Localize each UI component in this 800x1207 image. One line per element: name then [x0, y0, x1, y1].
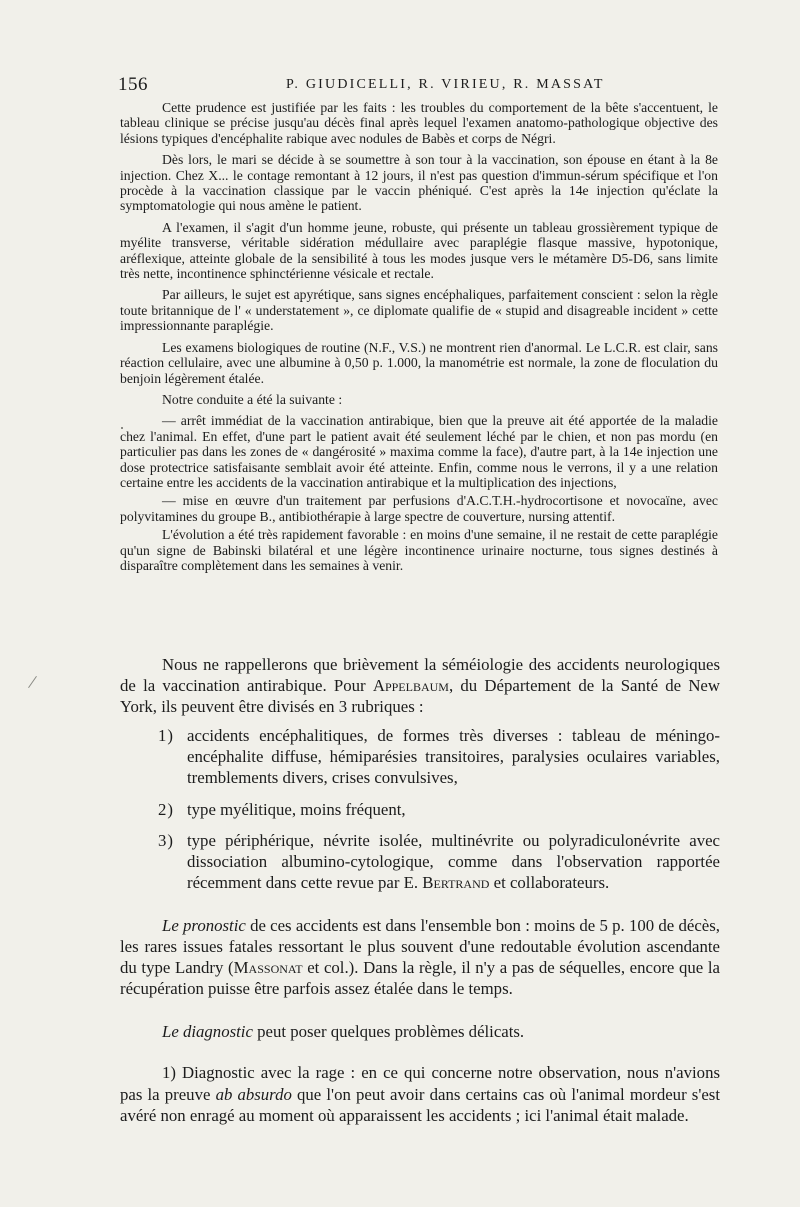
list-item: 1) accidents encéphalitiques, de formes très diverses : tableau de méningo-encéphalite diffuse, hémiparésies transitoires, paralysies oculaires variables, tremblements divers, crises convulsives, — [158, 726, 720, 788]
paragraph: Notre conduite a été la suivante : — [162, 391, 343, 407]
author-name: Appelbaum — [372, 676, 449, 696]
list-item: 2) type myélitique, moins fréquent, — [158, 799, 406, 819]
scan-speck — [121, 427, 123, 429]
paragraph: Les examens biologiques de routine (N.F., V.S.) ne montrent rien d'anormal. Le L.C.R. est clair, sans réaction cellulaire, avec une albumine à 0,50 p. 1.000, la manométrie est normale, la zone de floculation du benjoin légèrement étalée. — [120, 339, 718, 386]
paragraph: — mise en œuvre d'un traitement par perfusions d'A.C.T.H.-hydrocortisone et novocaïne, avec polyvitamines du groupe B., antibiothérapie à large spectre de couverture, nursing attentif. — [120, 493, 718, 524]
paragraph: A l'examen, il s'agit d'un homme jeune, robuste, qui présente un tableau grossièrement typique de myélite transverse, véritable sidération médullaire avec paraplégie flasque massive, hypotonique, aréflexique, atteinte globale de la sensibilité à tous les modes jusque vers le métamère D5-D6, sans limite très nette, incontinence sphinctérienne vésicale et rectale. — [120, 219, 718, 282]
paragraph: Dès lors, le mari se décide à se soumettre à son tour à la vaccination, son épouse en étant à la 8e injection. Chez X... le contage remontant à 12 jours, il n'est pas question d'immun-sérum spécifique et l'on procède à la vaccination classique par le vaccin phéniqué. C'est après la 14e injection qu'éclate la symptomatologie qui nous amène le patient. — [120, 152, 718, 214]
scan-speck — [28, 676, 37, 688]
paragraph: L'évolution a été très rapidement favorable : en moins d'une semaine, il ne restait de cette paraplégie qu'un signe de Babinski bilatéral et une légère incontinence urinaire nocturne, tous signes destinés à disparaître complètement dans les semaines à venir. — [120, 527, 718, 573]
author-name: Bertrand — [422, 872, 490, 892]
page-number: 156 — [118, 74, 148, 95]
paragraph: Par ailleurs, le sujet est apyrétique, sans signes encéphaliques, parfaitement conscient : selon la règle toute britannique de l' « understatement », ce diplomate qualifie de « stupid and disagreable incident » cette impressionnante paraplégie. — [120, 287, 718, 334]
italic-term: ab absurdo — [215, 1084, 292, 1104]
page-header — [118, 74, 718, 100]
discussion-section — [120, 654, 720, 1126]
paragraph: — arrêt immédiat de la vaccination antirabique, bien que la preuve ait été apportée de la maladie chez l'animal. En effet, d'une part le patient avait été seulement léché par le chien, et non pas mordu (en particulier pas dans les zones de « dangérosité » maxima comme la face), d'autre part, à la 14e injection une dose protectrice satisfaisante semblait avoir été atteinte. Enfin, comme nous le verrons, il y a une relation certaine entre les accidents de la vaccination antirabique et la multiplication des injections, — [120, 413, 718, 490]
paragraph: Le diagnostic peut poser quelques problèmes délicats. — [162, 1022, 525, 1042]
paragraph: Cette prudence est justifiée par les faits : les troubles du comportement de la bête s'accentuent, le tableau clinique se précise jusqu'au décès final après lequel l'examen anatomo-pathologique objective des lésions typiques d'encéphalite rabique avec nodules de Babès et corps de Négri. — [120, 100, 718, 146]
author-name: Massonat — [233, 958, 303, 978]
category-list — [120, 725, 720, 893]
paragraph: 1) Diagnostic avec la rage : en ce qui concerne notre observation, nous n'avions pas la preuve ab absurdo que l'on peut avoir dans certains cas où l'animal mordeur s'est avéré non enragé au moment où apparaissent les accidents ; ici l'animal était malade. — [120, 1063, 720, 1125]
italic-term: Le diagnostic — [162, 1022, 253, 1042]
italic-term: Le pronostic — [162, 915, 246, 935]
paragraph: Nous ne rappellerons que brièvement la séméiologie des accidents neurologiques de la vaccination antirabique. Pour Appelbaum, du Département de la Santé de New York, ils peuvent être divisés en 3 rubriques : — [120, 655, 720, 717]
paragraph: Le pronostic de ces accidents est dans l'ensemble bon : moins de 5 p. 100 de décès, les rares issues fatales ressortant le plus souvent d'une redoutable évolution ascendante du type Landry (Massonat et col.). Dans la règle, il n'y a pas de séquelles, encore que la récupération puisse être parfois assez étalée dans le temps. — [120, 915, 720, 999]
list-item: 3) type périphérique, névrite isolée, multinévrite ou polyradiculonévrite avec dissociation albumino-cytologique, comme dans l'observation rapportée récemment dans cette revue par E. Bertrand et collaborateurs. — [158, 830, 720, 892]
running-title: P. GIUDICELLI, R. VIRIEU, R. MASSAT — [286, 77, 605, 92]
case-report-section — [120, 100, 718, 579]
